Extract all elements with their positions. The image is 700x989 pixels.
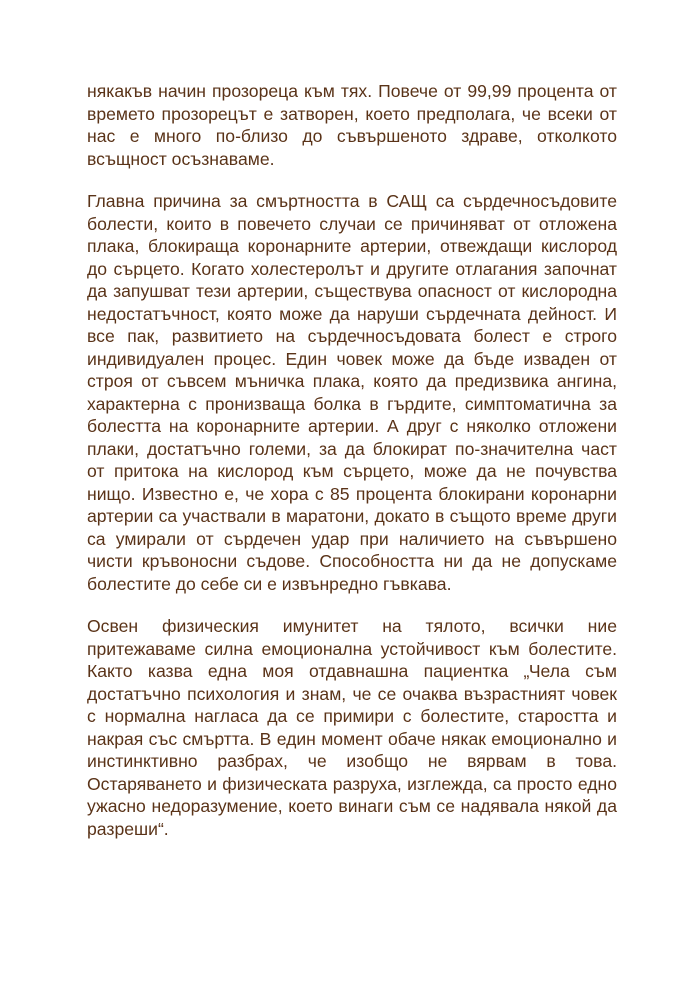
paragraph-3: Освен физическия имунитет на тялото, всички ние притежаваме силна емоционална устойчивост към болестите. Както казва една моя отдавнашна пациентка „Чела съм достатъчно психология и знам, че се очаква възрастният човек с нормална нагласа да се примири с болестите, старостта и накрая със смъртта. В един момент обаче някак емоционално и инстинктивно разбрах, че изобщо не вярвам в това. Остаряването и физическата разруха, изглежда, са просто едно ужасно недоразумение, което винаги съм се надявала някой да разреши“. — [87, 616, 617, 839]
document-body — [87, 80, 617, 860]
paragraph-1: някакъв начин прозореца към тях. Повече от 99,99 процента от времето прозорецът е затворен, което предполага, че всеки от нас е много по-близо до съвършеното здраве, отколкото всъщност осъзнаваме. — [87, 81, 617, 169]
paragraph-2: Главна причина за смъртността в САЩ са сърдечносъдовите болести, които в повечето случаи се причиняват от отложена плака, блокираща коронарните артерии, отвеждащи кислород до сърцето. Когато холестеролът и другите отлагания започнат да запушват тези артерии, съществува опасност от кислородна недостатъчност, която може да наруши сърдечната дейност. И все пак, развитието на сърдечносъдовата болест е строго индивидуален процес. Един човек може да бъде изваден от строя от съвсем мъничка плака, която да предизвика ангина, характерна с пронизваща болка в гърдите, симптоматична за болестта на коронарните артерии. А друг с няколко отложени плаки, достатъчно големи, за да блокират по-значителна част от притока на кислород към сърцето, може да не почувства нищо. Известно е, че хора с 85 процента блокирани коронарни артерии са участвали в маратони, докато в същото време други са умирали от сърдечен удар при наличието на съвършено чисти кръвоносни съдове. Способността ни да не допускаме болестите до себе си е извънредно гъвкава. — [87, 191, 617, 594]
